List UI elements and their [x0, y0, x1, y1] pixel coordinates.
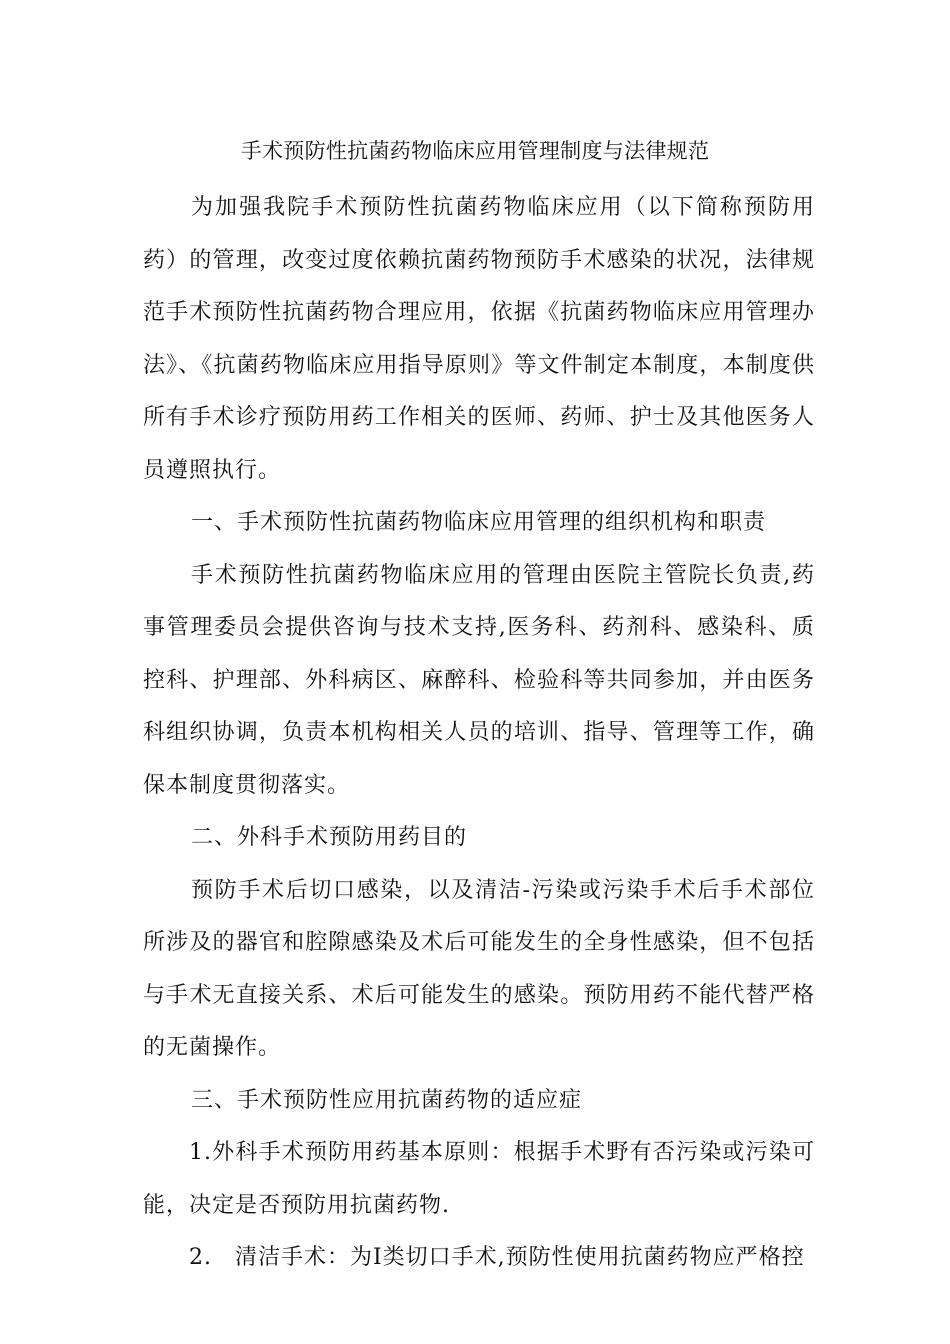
list-item-2: 2. 清洁手术：为Ⅰ类切口手术,预防性使用抗菌药物应严格控 [189, 1245, 805, 1270]
section-heading-1: 一、手术预防性抗菌药物临床应用管理的组织机构和职责 [191, 510, 767, 535]
section-heading-3: 三、手术预防性应用抗菌药物的适应症 [191, 1087, 583, 1113]
paragraph-intro: 为加强我院手术预防性抗菌药物临床应用（以下简称预防用药）的管理，改变过度依赖抗菌药物预防手术感染的状况，法律规范手术预防性抗菌药物合理应用，依据《抗菌药物临床应用管理办法》、《抗菌药物临床应用指导原则》等文件制定本制度，本制度供所有手术诊疗预防用药工作相关的医师、药师、护士及其他医务人员遵照执行。 [143, 195, 815, 483]
paragraph-organization: 手术预防性抗菌药物临床应用的管理由医院主管院长负责,药事管理委员会提供咨询与技术支持,医务科、药剂科、感染科、质控科、护理部、外科病区、麻醉科、检验科等共同参加，并由医务科组织协调，负责本机构相关人员的培训、指导、管理等工作，确保本制度贯彻落实。 [143, 562, 815, 798]
section-heading-2: 二、外科手术预防用药目的 [191, 825, 468, 850]
list-item-1: 1.外科手术预防用药基本原则：根据手术野有否污染或污染可能，决定是否预防用抗菌药物. [143, 1140, 815, 1218]
document-title: 手术预防性抗菌药物临床应用管理制度与法律规范 [240, 139, 710, 163]
document-body [143, 182, 815, 1285]
paragraph-purpose: 预防手术后切口感染，以及清洁-污染或污染手术后手术部位所涉及的器官和腔隙感染及术后可能发生的全身性感染，但不包括与手术无直接关系、术后可能发生的感染。预防用药不能代替严格的无菌操作。 [143, 877, 815, 1060]
